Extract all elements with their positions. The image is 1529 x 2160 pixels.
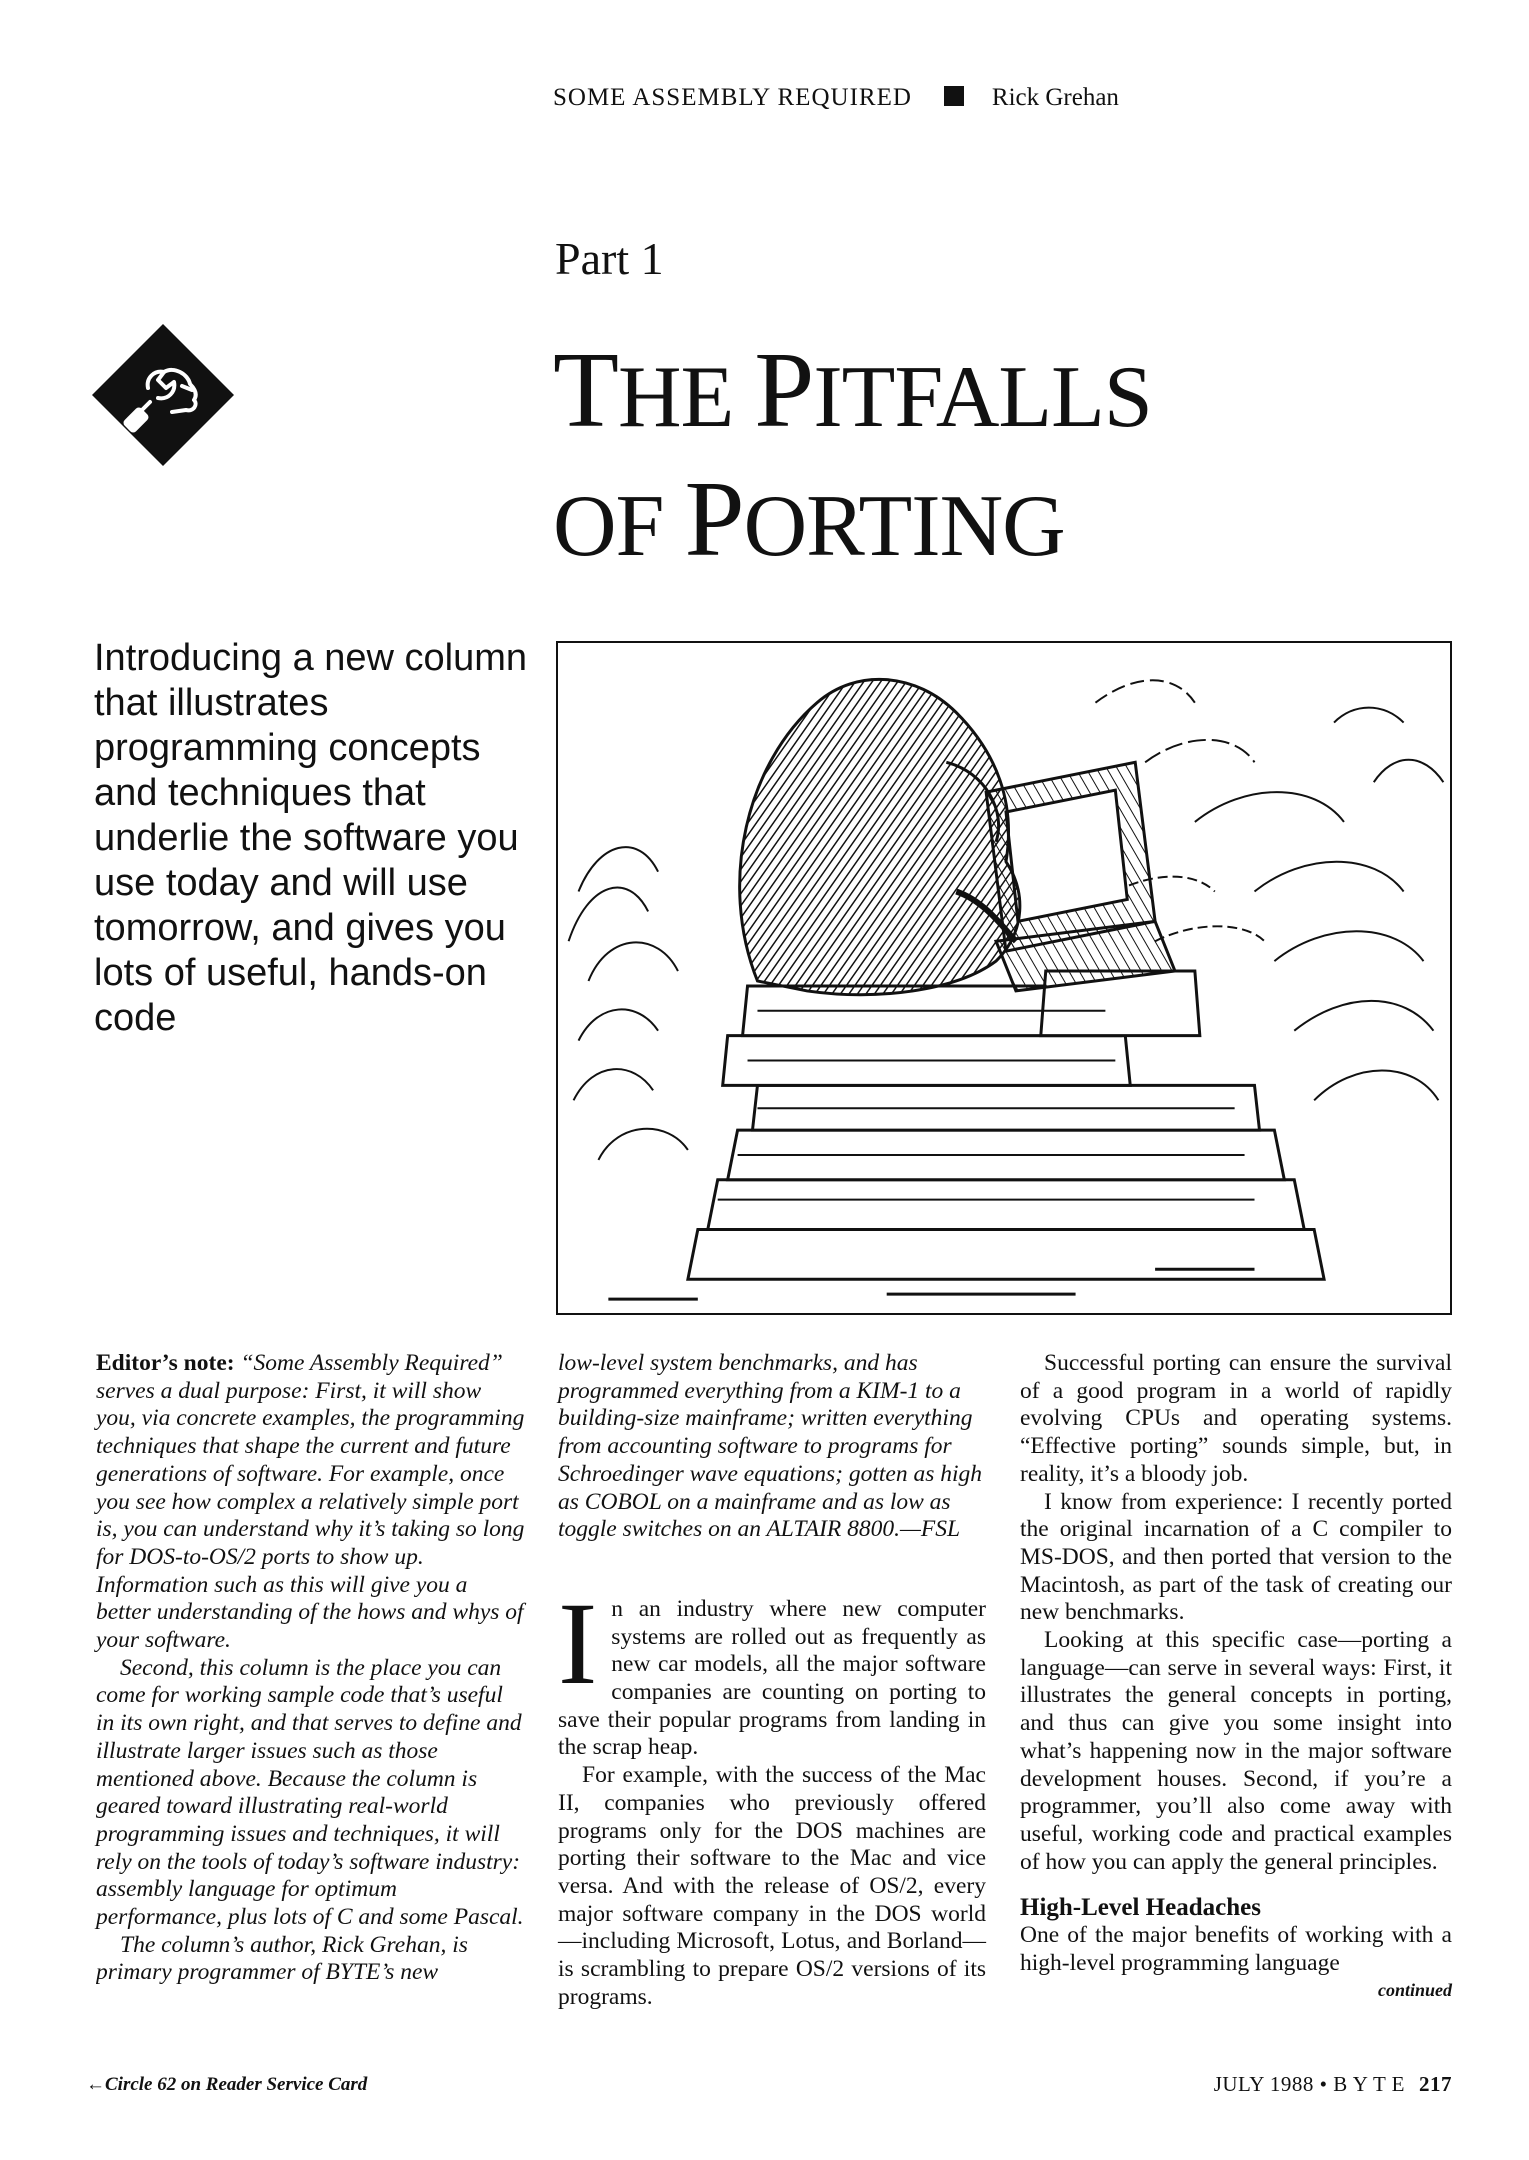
section-subhead: High-Level Headaches [1020,1894,1261,1922]
editors-note-tail-text: low-level system benchmarks, and has programmed everything from a KIM-1 to a building-size mainframe; written everything from accounting software to programs for Schroedinger wave equations; gotten as high as COBOL on a mainframe and as low as toggle switches on an ALTAIR 8800.—FSL [558,1350,983,1543]
running-head [553,84,1253,112]
reader-service-note: ←Circle 62 on Reader Service Card [86,2074,368,2095]
header-author: Rick Grehan [991,84,1119,111]
body-paragraph-4: I know from experience: I recently ported the original incarnation of a C compiler to MS-DOS, and then ported that version to the Macintosh, as part of the task of creating our new benchmarks. [1020,1488,1452,1626]
editors-note-paragraph-3: The column’s author, Rick Grehan, is primary programmer of BYTE’s new [96,1931,468,1986]
article-deck: Introducing a new column that illustrates programming concepts and techniques that underlie the software you use today and will use tomorrow, and gives you lots of useful, hands-on code [94,637,528,1039]
issue-line: JULY 1988 • B Y T E [1213,2072,1405,2096]
illustration-monster-at-computer-on-books [556,641,1452,1315]
body-paragraph-2: For example, with the success of the Mac II, companies who previously offered programs only for the DOS machines are porting their software to the Mac and vice versa. And with the release of OS/2, every major software company in the DOS world—including Microsoft, Lotus, and Borland—is scrambling to prepare OS/2 versions of its programs. [558,1762,986,2010]
title-line-2: OF PORTING [553,460,1065,579]
article-title [553,330,1453,588]
column-name: SOME ASSEMBLY REQUIRED [553,84,912,111]
body-column-3 [1020,1350,1452,2005]
continued-label: continued [1377,1980,1452,2001]
title-line-1: THE PITFALLS [553,331,1152,450]
page-number: 217 [1419,2072,1452,2096]
editors-note-label: Editor’s note: [96,1350,235,1376]
editors-note-tail [558,1350,986,2011]
body-paragraph-5: Looking at this specific case—porting a language—can serve in several ways: First, it illustrates the general concepts in porting, and thus can give you some insight into what’s happening now in the major software development houses. Second, if you’re a programmer, you’ll also come away with useful, working code and practical examples of how you can apply the general principles. [1020,1627,1452,1875]
wrench-diamond-logo-icon [90,322,236,468]
folio [1180,2072,1452,2097]
separator-square-icon [944,86,964,106]
part-label: Part 1 [555,233,664,284]
editors-note-paragraph-1: Editor’s note: “Some Assembly Required” serves a dual purpose: First, it will show you, via concrete examples, the programming techniques that shape the current and future generations of software. For example, once you see how complex a relatively simple port is, you can understand why it’s taking so long for DOS-to-OS/2 ports to show up. Information such as this will give you a better understanding of the hows and whys of your software. [96,1350,525,1654]
article-intro-paragraph: In an industry where new computer systems are rolled out as frequently as new car models, all the major software companies are counting on porting to save their popular programs from landing in the scrap heap. [558,1577,986,1761]
body-paragraph-3: Successful porting can ensure the survival of a good program in a world of rapidly evolving CPUs and operating systems. “Effective porting” sounds simple, but, in reality, it’s a bloody job. [1020,1350,1452,1487]
editors-note-paragraph-2: Second, this column is the place you can come for working sample code that’s useful in its own right, and that serves to define and illustrate larger issues such as those mentioned above. Because the column is geared toward illustrating real-world programming issues and techniques, it will rely on the tools of today’s software industry: assembly language for optimum performance, plus lots of C and some Pascal. [96,1654,524,1931]
body-paragraph-6: One of the major benefits of working with a high-level programming language [1020,1922,1452,1976]
drop-cap: I [558,1577,598,1709]
editors-note [96,1350,526,1987]
